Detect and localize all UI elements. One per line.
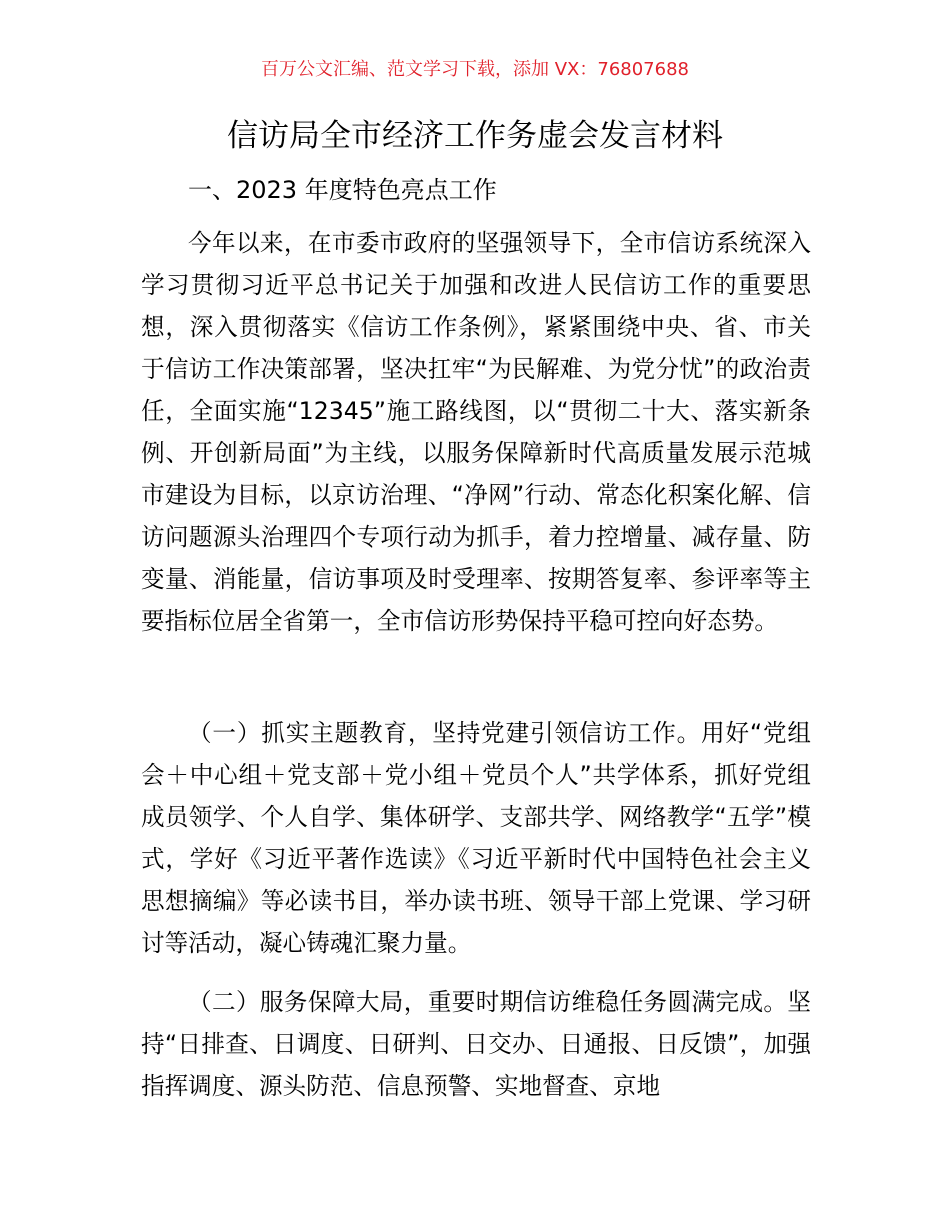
paragraph-intro: 今年以来，在市委市政府的坚强领导下，全市信访系统深入学习贯彻习近平总书记关于加强和改进人民信访工作的重要思想，深入贯彻落实《信访工作条例》，紧紧围绕中央、省、市关于信访工作决策部署，坚决扛牢“为民解难、为党分忧”的政治责任，全面实施“12345”施工路线图，以“贯彻二十大、落实新条例、开创新局面”为主线，以服务保障新时代高质量发展示范城市建设为目标，以京访治理、“净网”行动、常态化积案化解、信访问题源头治理四个专项行动为抓手，着力控增量、减存量、防变量、消能量，信访事项及时受理率、按期答复率、参评率等主要指标位居全省第一，全市信访形势保持平稳可控向好态势。: [141, 229, 811, 635]
watermark-header: 百万公文汇编、范文学习下载，添加 VX：76807688: [261, 59, 689, 80]
document-title: 信访局全市经济工作务虚会发言材料: [227, 118, 723, 154]
paragraph-service-guarantee: （二）服务保障大局，重要时期信访维稳任务圆满完成。坚持“日排查、日调度、日研判、日交办、日通报、日反馈”，加强指挥调度、源头防范、信息预警、实地督查、京地: [141, 988, 811, 1100]
section-heading: 一、2023 年度特色亮点工作: [188, 176, 497, 204]
paragraph-party-building: （一）抓实主题教育，坚持党建引领信访工作。用好“党组会＋中心组＋党支部＋党小组＋党员个人”共学体系，抓好党组成员领学、个人自学、集体研学、支部共学、网络教学“五学”模式，学好《习近平著作选读》《习近平新时代中国特色社会主义思想摘编》等必读书目，举办读书班、领导干部上党课、学习研讨等活动，凝心铸魂汇聚力量。: [141, 719, 811, 957]
